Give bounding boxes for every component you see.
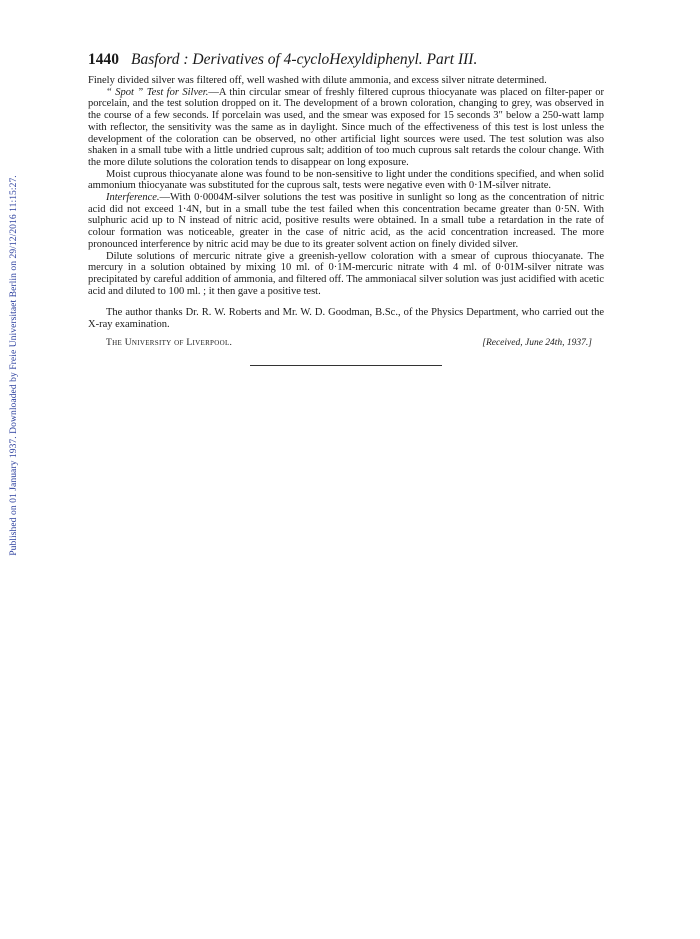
page-number: 1440 [88, 51, 119, 68]
paragraph-spot-test [88, 87, 604, 169]
received-date: [Received, June 24th, 1937.] [482, 337, 592, 348]
interference-heading: Interference. [106, 192, 160, 204]
article-body [88, 75, 604, 331]
affiliation: The University of Liverpool. [106, 337, 233, 348]
download-watermark [4, 155, 22, 575]
spot-test-text: —A thin circular smear of freshly filtered cuprous thiocyanate was placed on filter-paper or porcelain, and the test solution dropped on it. The development of a brown coloration, changing to grey, was observed in the course of a few seconds. If porcelain was used, and the smear was exposed for 15 seconds 3″ below a 250-watt lamp with reflector, the sensitivity was the same as in daylight. Since much of the effectiveness of this test is lost unless the development of the coloration can be observed, no other artificial light sources were used. The test solution was also shaken in a small tube with a little undried cuprous salt; addition of too much cuprous salt retards the colour change. With the more dilute solutions the coloration tends to disappear on long exposure. [88, 86, 604, 168]
running-title: Basford : Derivatives of 4-cycloHexyldiphenyl. Part III. [131, 51, 478, 68]
acknowledgement: The author thanks Dr. R. W. Roberts and Mr. W. D. Goodman, B.Sc., of the Physics Department, who carried out the X-ray examination. [88, 307, 604, 331]
paragraph-interference [88, 192, 604, 251]
spot-test-heading: “ Spot ” Test for Silver. [106, 86, 209, 98]
paragraph-mercuric-nitrate: Dilute solutions of mercuric nitrate give a greenish-yellow coloration with a smear of cuprous thiocyanate. The mercury in a solution obtained by mixing 10 ml. of 0·1M-mercuric nitrate with 4 ml. of 0·01M-silver nitrate was precipitated by careful addition of ammonia, and filtered off. The ammoniacal silver solution was just acidified with acetic acid and diluted to 100 ml. ; it then gave a positive test. [88, 250, 604, 297]
watermark-text: Published on 01 January 1937. Downloaded by Freie Universitaet Berlin on 29/12/2016 11:15:27. [7, 174, 19, 556]
article-page [88, 50, 604, 366]
article-footer [88, 337, 604, 349]
paragraph-moist-thiocyanate: Moist cuprous thiocyanate alone was found to be non-sensitive to light under the conditions specified, and when solid ammonium thiocyanate was substituted for the cuprous salt, tests were negative even with 0·1M-silver nitrate. [88, 168, 604, 192]
paragraph-filtration: Finely divided silver was filtered off, well washed with dilute ammonia, and excess silver nitrate determined. [88, 75, 547, 86]
end-rule-divider [250, 365, 442, 366]
running-header [88, 50, 604, 70]
interference-text: —With 0·0004M-silver solutions the test was positive in sunlight so long as the concentration of nitric acid did not exceed 1·4N, but in a small tube the test failed when this concentration became greater than 0·5N. With sulphuric acid up to N instead of nitric acid, positive results were obtained. In a small tube a retardation in the rate of colour formation was noticeable, greater in the case of nitric acid, as the acid concentration increased. The more pronounced interference by nitric acid may be due to its greater solvent action on finely divided silver. [88, 192, 604, 250]
